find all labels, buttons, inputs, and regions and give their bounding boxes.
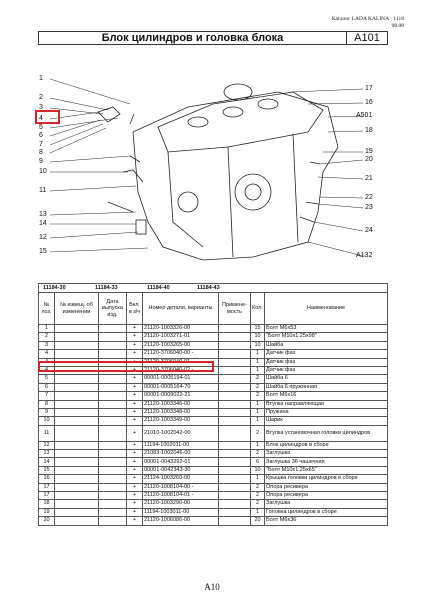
cell-incl: +: [127, 400, 143, 408]
table-row: [39, 341, 388, 349]
cell-incl: +: [127, 392, 143, 400]
cell-incl: +: [127, 408, 143, 416]
callout-22: 22: [365, 194, 373, 201]
cell-change-no: [55, 492, 99, 500]
cell-pos: 7: [39, 392, 55, 400]
cell-incl: +: [127, 500, 143, 508]
cell-pos: 10: [39, 417, 55, 425]
cell-date: [99, 333, 127, 341]
cell-part-no: 00001-0005164-70: [143, 383, 219, 391]
cell-date: [99, 458, 127, 466]
cell-part-no: 21120-1003348-00: [143, 408, 219, 416]
cell-qty: 1: [251, 417, 265, 425]
table-row: [39, 508, 388, 516]
cell-name: Заглушка: [265, 500, 388, 508]
cell-part-no: 00001-0043292-01: [143, 458, 219, 466]
cell-name: Шайба 6 пружинная: [265, 383, 388, 391]
cell-incl: +: [127, 441, 143, 449]
cell-date: [99, 408, 127, 416]
cell-pos: 4: [39, 350, 55, 358]
cell-qty: 2: [251, 492, 265, 500]
cell-change-no: [55, 458, 99, 466]
cell-part-no: 00001-0009022-21: [143, 392, 219, 400]
callout-13: 13: [39, 211, 47, 218]
cell-date: [99, 500, 127, 508]
cell-part-no: 21120-3706040-01 -: [143, 358, 219, 366]
cell-incl: +: [127, 475, 143, 483]
table-header-row: [39, 293, 388, 325]
cell-pos: 17: [39, 492, 55, 500]
cell-part-no: 21120-1008104-01 -: [143, 492, 219, 500]
cell-name: Датчик фаз: [265, 358, 388, 366]
cell-incl: +: [127, 492, 143, 500]
cell-change-no: [55, 508, 99, 516]
cell-applic: [219, 508, 251, 516]
cell-change-no: [55, 408, 99, 416]
catalog-date: 08.08: [391, 23, 404, 29]
cell-change-no: [55, 425, 99, 441]
cell-name: Пружина: [265, 408, 388, 416]
cell-qty: 6: [251, 458, 265, 466]
cell-qty: 2: [251, 375, 265, 383]
cell-pos: 2: [39, 333, 55, 341]
callout-16: 16: [365, 99, 373, 106]
callout-10: 10: [39, 168, 47, 175]
cell-change-no: [55, 466, 99, 474]
cell-change-no: [55, 450, 99, 458]
parts-table: [38, 292, 388, 526]
cell-qty: 1: [251, 400, 265, 408]
cell-name: Болт M6x36: [265, 517, 388, 525]
callout-3: 3: [39, 104, 43, 111]
cell-incl: +: [127, 333, 143, 341]
cell-date: [99, 325, 127, 333]
cell-name: Опора ресивера: [265, 483, 388, 491]
cell-incl: +: [127, 383, 143, 391]
cell-date: [99, 400, 127, 408]
cell-change-no: [55, 441, 99, 449]
cell-name: Болт M6x53: [265, 325, 388, 333]
engine-drawing: [38, 52, 388, 270]
table-row: [39, 350, 388, 358]
cell-pos: 19: [39, 508, 55, 516]
cell-qty: 2: [251, 450, 265, 458]
cell-name: Шайба 6: [265, 375, 388, 383]
callout-8: 8: [39, 149, 43, 156]
cell-name: Датчик фаз: [265, 350, 388, 358]
catalog-header: [332, 16, 404, 30]
callout-23: 23: [365, 204, 373, 211]
cell-date: [99, 450, 127, 458]
table-row: [39, 400, 388, 408]
cell-applic: [219, 517, 251, 525]
cell-incl: +: [127, 375, 143, 383]
cell-applic: [219, 350, 251, 358]
cell-applic: [219, 441, 251, 449]
callout-2: 2: [39, 94, 43, 101]
cell-change-no: [55, 341, 99, 349]
cell-applic: [219, 425, 251, 441]
cell-applic: [219, 458, 251, 466]
cell-pos: 17: [39, 483, 55, 491]
cell-pos: 12: [39, 441, 55, 449]
cell-incl: +: [127, 458, 143, 466]
parts-table-body: [39, 325, 388, 526]
callout-a501: A501: [356, 112, 373, 119]
cell-part-no: 21124-1003260-00: [143, 475, 219, 483]
cell-part-no: 11194-1002011-00: [143, 441, 219, 449]
cell-part-no: 21120-3706040-02 -: [143, 366, 219, 374]
cell-applic: [219, 466, 251, 474]
cell-applic: [219, 383, 251, 391]
cell-date: [99, 441, 127, 449]
table-row: [39, 408, 388, 416]
cell-applic: [219, 450, 251, 458]
cell-pos: 1: [39, 325, 55, 333]
cell-incl: +: [127, 325, 143, 333]
cell-change-no: [55, 400, 99, 408]
table-row: [39, 500, 388, 508]
cell-part-no: 21120-1003265-00: [143, 341, 219, 349]
title-bar: [38, 31, 388, 45]
cell-name: Заглушка: [265, 450, 388, 458]
cell-applic: [219, 417, 251, 425]
cell-date: [99, 517, 127, 525]
table-row: [39, 458, 388, 466]
cell-applic: [219, 392, 251, 400]
cell-pos: 13: [39, 450, 55, 458]
catalog-line: Каталог LADA KALINA · 1118: [331, 16, 404, 22]
callout-14: 14: [39, 220, 47, 227]
cell-incl: +: [127, 425, 143, 441]
callout-24: 24: [365, 227, 373, 234]
cell-qty: 1: [251, 441, 265, 449]
cell-part-no: 21120-1003346-00: [143, 400, 219, 408]
cell-change-no: [55, 375, 99, 383]
cell-pos: 8: [39, 400, 55, 408]
cell-part-no: 11194-1003011-00: [143, 508, 219, 516]
callout-20: 20: [365, 156, 373, 163]
table-row: [39, 425, 388, 441]
cell-qty: 10: [251, 466, 265, 474]
cell-qty: 1: [251, 358, 265, 366]
cell-name: Блок цилиндров в сборе: [265, 441, 388, 449]
cell-change-no: [55, 333, 99, 341]
table-row: [39, 325, 388, 333]
cell-qty: 10: [251, 333, 265, 341]
cell-name: Втулка установочная головки цилиндров: [265, 425, 388, 441]
cell-applic: [219, 500, 251, 508]
cell-incl: +: [127, 450, 143, 458]
cell-pos: 11: [39, 425, 55, 441]
cell-pos: 5: [39, 375, 55, 383]
cell-pos: 9: [39, 408, 55, 416]
cell-pos: 4: [39, 366, 55, 374]
cell-applic: [219, 483, 251, 491]
cell-part-no: 00001-0005194-01: [143, 375, 219, 383]
cell-applic: [219, 366, 251, 374]
cell-name: Головка цилиндров в сборе: [265, 508, 388, 516]
cell-date: [99, 425, 127, 441]
cell-name: Болт M6x16: [265, 392, 388, 400]
cell-part-no: 21120-1003271-01: [143, 333, 219, 341]
callout-19: 19: [365, 148, 373, 155]
cell-pos: 4: [39, 358, 55, 366]
cell-applic: [219, 333, 251, 341]
cell-qty: 1: [251, 350, 265, 358]
cell-incl: +: [127, 341, 143, 349]
cell-incl: +: [127, 417, 143, 425]
cell-part-no: 21010-1002042-00: [143, 425, 219, 441]
cell-applic: [219, 475, 251, 483]
cell-qty: 1: [251, 508, 265, 516]
cell-date: [99, 508, 127, 516]
cell-pos: 6: [39, 383, 55, 391]
cell-incl: +: [127, 366, 143, 374]
cell-incl: +: [127, 483, 143, 491]
cell-name: Втулка направляющая: [265, 400, 388, 408]
cell-qty: 2: [251, 483, 265, 491]
table-row: [39, 475, 388, 483]
cell-change-no: [55, 392, 99, 400]
col-name: Наименование: [265, 293, 388, 325]
col-change-no: № извещ. об изменении: [55, 293, 99, 325]
cell-part-no: 21120-1003349-00: [143, 417, 219, 425]
col-applic: Примене- мость: [219, 293, 251, 325]
table-row: [39, 417, 388, 425]
cell-change-no: [55, 417, 99, 425]
table-row: [39, 392, 388, 400]
cell-date: [99, 341, 127, 349]
cell-change-no: [55, 325, 99, 333]
cell-name: Заглушка 36 чашечная: [265, 458, 388, 466]
cell-qty: 2: [251, 425, 265, 441]
row-4-highlight: [38, 361, 214, 372]
cell-pos: 20: [39, 517, 55, 525]
cell-name: Датчик фаз: [265, 366, 388, 374]
cell-qty: 1: [251, 408, 265, 416]
col-date: Дата выпуска изд.: [99, 293, 127, 325]
cell-applic: [219, 325, 251, 333]
cell-qty: 2: [251, 392, 265, 400]
cell-pos: 16: [39, 475, 55, 483]
callout-15: 15: [39, 248, 47, 255]
table-row: [39, 466, 388, 474]
cell-applic: [219, 492, 251, 500]
callout-9: 9: [39, 158, 43, 165]
table-row: [39, 441, 388, 449]
callout-a132: A132: [356, 252, 373, 259]
callout-11: 11: [39, 187, 47, 194]
cell-qty: 1: [251, 475, 265, 483]
cell-part-no: 21120-1006086-00: [143, 517, 219, 525]
col-incl: Вкл. в з/ч: [127, 293, 143, 325]
cell-date: [99, 417, 127, 425]
cell-date: [99, 475, 127, 483]
series-1: 11184-30: [43, 285, 66, 291]
table-row: [39, 450, 388, 458]
section-code: A101: [354, 32, 380, 44]
cell-pos: 14: [39, 458, 55, 466]
cell-change-no: [55, 517, 99, 525]
table-row: [39, 375, 388, 383]
cell-qty: 20: [251, 517, 265, 525]
cell-pos: 15: [39, 466, 55, 474]
cell-incl: +: [127, 466, 143, 474]
cell-part-no: 21120-1003290-00: [143, 500, 219, 508]
callout-7: 7: [39, 141, 43, 148]
cell-part-no: 21120-1003326-00: [143, 325, 219, 333]
cell-date: [99, 350, 127, 358]
table-row: [39, 333, 388, 341]
cell-change-no: [55, 475, 99, 483]
cell-pos: 18: [39, 500, 55, 508]
cell-incl: +: [127, 508, 143, 516]
cell-date: [99, 375, 127, 383]
callout-17: 17: [365, 85, 373, 92]
cell-pos: 3: [39, 341, 55, 349]
cell-name: Крышка головки цилиндров в сборе: [265, 475, 388, 483]
cell-qty: 10: [251, 341, 265, 349]
cell-name: Шайба: [265, 341, 388, 349]
cell-change-no: [55, 483, 99, 491]
callout-5: 5: [39, 124, 43, 131]
col-pos: № поз.: [39, 293, 55, 325]
series-row: [38, 283, 388, 292]
cell-name: Опора ресивера: [265, 492, 388, 500]
callout-4-highlight: [35, 110, 60, 124]
cell-date: [99, 492, 127, 500]
callout-12: 12: [39, 234, 47, 241]
cell-incl: +: [127, 358, 143, 366]
callout-18: 18: [365, 127, 373, 134]
cell-part-no: 21120-3706040-00 -: [143, 350, 219, 358]
cell-applic: [219, 408, 251, 416]
series-3: 11184-40: [147, 285, 170, 291]
callout-4: 4: [39, 115, 43, 122]
callout-1: 1: [39, 75, 43, 82]
col-qty: Кол.: [251, 293, 265, 325]
engine-diagram: [38, 52, 388, 270]
cell-part-no: 21083-1002046-00: [143, 450, 219, 458]
cell-name: "Болт M10x1,25x65": [265, 466, 388, 474]
cell-applic: [219, 375, 251, 383]
cell-part-no: 21120-1008104-00 -: [143, 483, 219, 491]
cell-qty: 1: [251, 366, 265, 374]
cell-change-no: [55, 383, 99, 391]
page-title: Блок цилиндров и головка блока: [39, 32, 347, 44]
table-row: [39, 383, 388, 391]
cell-applic: [219, 358, 251, 366]
cell-date: [99, 383, 127, 391]
cell-name: "Болт M10x1,25x98": [265, 333, 388, 341]
series-2: 11184-33: [95, 285, 118, 291]
cell-change-no: [55, 500, 99, 508]
table-row: [39, 517, 388, 525]
series-4: 11184-43: [197, 285, 220, 291]
cell-part-no: 00001-0042343-30: [143, 466, 219, 474]
table-row: [39, 483, 388, 491]
cell-incl: +: [127, 517, 143, 525]
cell-name: Шарик: [265, 417, 388, 425]
cell-date: [99, 392, 127, 400]
page-number: A10: [204, 582, 220, 592]
cell-incl: +: [127, 350, 143, 358]
callout-21: 21: [365, 175, 373, 182]
cell-qty: 2: [251, 500, 265, 508]
cell-qty: 15: [251, 325, 265, 333]
cell-date: [99, 466, 127, 474]
cell-qty: 2: [251, 383, 265, 391]
table-row: [39, 492, 388, 500]
cell-change-no: [55, 350, 99, 358]
col-part-no: Номер детали, варианты: [143, 293, 219, 325]
cell-applic: [219, 400, 251, 408]
cell-applic: [219, 341, 251, 349]
cell-date: [99, 483, 127, 491]
callout-6: 6: [39, 132, 43, 139]
